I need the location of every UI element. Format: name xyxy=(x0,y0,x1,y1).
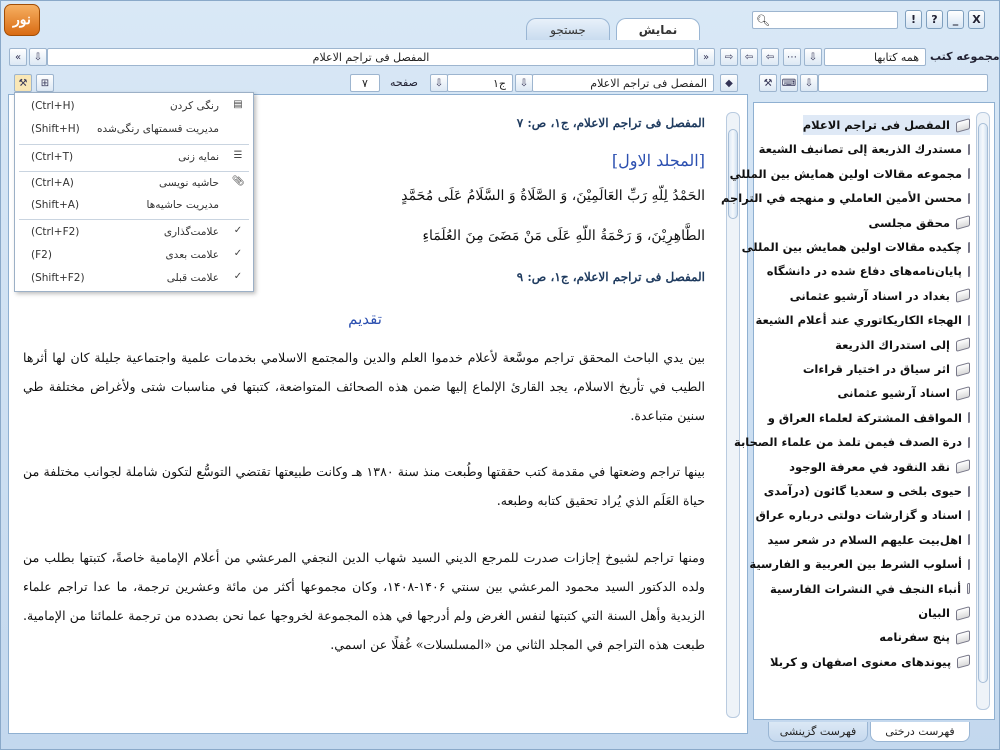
book-list-scrollbar[interactable] xyxy=(976,112,990,710)
annotate-icon: 📎︎ xyxy=(231,176,245,187)
book-dropdown-button[interactable]: ⇩ xyxy=(515,74,533,92)
book-list-item[interactable] xyxy=(879,627,970,647)
book-list-item[interactable] xyxy=(918,603,970,623)
highlight-icon: ▤ xyxy=(233,99,243,110)
book-icon xyxy=(968,241,970,253)
menu-label: علامت قبلی xyxy=(166,272,219,284)
back-button[interactable]: ⇦ xyxy=(761,48,779,66)
book-title: محقق مجلسی xyxy=(868,215,950,230)
book-title: پایان‌نامه‌های دفاع شده در دانشگاه xyxy=(766,264,962,279)
book-icon xyxy=(967,583,970,595)
book-icon xyxy=(956,630,970,645)
menu-item-manage-annotations[interactable] xyxy=(15,194,253,216)
book-list-item[interactable] xyxy=(741,237,970,257)
arabic-line: الطَّاهِرِیْنَ، وَ رَحْمَةُ اللّهِ عَلَی مَنْ مَضَیَ مِنَ العُلَمَاءِ xyxy=(422,228,705,244)
app-logo[interactable]: نور xyxy=(4,4,40,36)
book-title: اثر سیاق در اختیار قراءات xyxy=(802,362,950,376)
menu-separator xyxy=(19,144,249,145)
collections-label: مجموعه کتب xyxy=(930,50,1000,63)
book-list-item[interactable] xyxy=(790,286,970,306)
tag-icon[interactable]: ◆ xyxy=(720,74,738,92)
book-title: بغداد در اسناد آرشیو عثمانی xyxy=(789,288,950,303)
book-icon xyxy=(968,314,970,326)
book-title: المواقف المشتركة لعلماء العراق و xyxy=(767,410,962,425)
book-list-item[interactable] xyxy=(770,579,970,599)
arabic-line: الحَمْدُ لِلّهِ رَبِّ العَالَمِیْنَ، وَ الصَّلَاةُ وَ السَّلَامُ عَلَی مُحَمَّدٍ xyxy=(401,188,705,204)
tools-icon[interactable]: ⚒ xyxy=(14,74,32,92)
menu-label: مدیریت حاشیه‌ها xyxy=(146,199,219,211)
index-icon: ☰ xyxy=(233,150,243,161)
shortcut: (Ctrl+H) xyxy=(31,100,75,112)
book-title: الهجاء الكاريكاتوري عند أعلام الشيعة xyxy=(755,313,962,328)
book-list-item[interactable] xyxy=(755,310,970,330)
menu-label: مدیریت قسمتهای رنگی‌شده xyxy=(97,123,219,135)
scroll-thumb[interactable] xyxy=(978,123,988,683)
page-header: المفصل فی تراجم الاعلام، ج۱، ص: ۷ xyxy=(516,116,705,130)
book-icon xyxy=(956,459,970,474)
filter-dropdown-button[interactable]: ⇩ xyxy=(800,74,818,92)
page-number-field[interactable]: ۷ xyxy=(350,74,380,92)
book-list-item[interactable] xyxy=(803,115,970,135)
keyboard-icon[interactable]: ⌨ xyxy=(780,74,798,92)
book-icon xyxy=(956,118,970,133)
book-icon xyxy=(968,558,970,570)
paragraph: بينها تراجم وضعتها في مقدمة كتب حققتها وطُبعت منذ سنة ۱۳۸۰ هـ وكانت طبيعتها تقتضي التوسُّع لتكون شاملة لجوانب مختلفة من حياة العَلَم الذي يُراد تحقيق كتابه وطبعه. xyxy=(23,464,705,508)
book-title: نقد النقود في معرفة الوجود xyxy=(789,459,950,474)
book-title: أسلوب الشرط بين العربية و الفارسية xyxy=(749,557,962,572)
book-icon xyxy=(957,655,970,669)
minimize-button[interactable]: _ xyxy=(947,10,964,29)
book-icon xyxy=(956,606,970,621)
book-list-item[interactable] xyxy=(758,139,970,159)
book-list-item[interactable] xyxy=(720,188,970,208)
book-list-item[interactable] xyxy=(838,383,970,403)
menu-item-annotate[interactable] xyxy=(15,172,253,194)
title-field[interactable]: المفصل فی تراجم الاعلام xyxy=(47,48,695,66)
book-list-item[interactable] xyxy=(766,261,970,281)
book-title: البيان xyxy=(918,606,950,620)
back-arrow-button[interactable]: ⇦ xyxy=(740,48,758,66)
book-icon xyxy=(956,386,970,401)
more-button[interactable]: ⋯ xyxy=(783,48,801,66)
shortcut: (Shift+H) xyxy=(31,123,80,135)
book-icon xyxy=(956,288,970,303)
page-header: المفصل فی تراجم الاعلام، ج۱، ص: ۹ xyxy=(516,270,705,284)
paragraph: بين يدي الباحث المحقق تراجم موسَّعة لأعلام خدموا العلم والدين والمجتمع الاسلامي بخدمات علمية واجتماعية جليلة كان لها أثرها الطيب في تأريخ الاسلام، يجد القارئ الإلماع إليها ضمن هذه الصحائف المتواضعة، كتبتها في مناسبات شتى ولأغراض مختلفة طي سنين متباعدة. xyxy=(23,350,705,423)
bookmark-icon: ✓ xyxy=(233,225,243,236)
menu-label: نمایه زنی xyxy=(178,151,219,163)
book-filter-input[interactable] xyxy=(818,74,988,92)
book-icon xyxy=(968,168,970,180)
close-button[interactable]: X xyxy=(968,10,985,29)
prev-bookmark-icon: ✓ xyxy=(233,271,243,282)
menu-label: علامت بعدی xyxy=(165,249,219,261)
book-title: محسن الأمين العاملي و منهجه في التراجم xyxy=(720,191,962,206)
menu-item-manage-highlights[interactable] xyxy=(15,118,253,140)
volume-title: [المجلد الاول] xyxy=(611,151,705,170)
book-icon xyxy=(956,337,970,352)
book-title: پنج سفرنامه xyxy=(879,630,950,645)
about-button[interactable]: ? xyxy=(926,10,943,29)
book-field[interactable]: المفصل فی تراجم الاعلام xyxy=(532,74,714,92)
book-list-item[interactable] xyxy=(729,164,970,184)
menu-item-index[interactable] xyxy=(15,146,253,168)
menu-item-highlight[interactable] xyxy=(15,95,253,117)
shortcut: (Shift+F2) xyxy=(31,272,85,284)
menu-item-next-bookmark[interactable] xyxy=(15,244,253,266)
book-icon xyxy=(968,412,970,424)
shortcut: (Ctrl+A) xyxy=(31,177,74,189)
expand-right-button[interactable]: » xyxy=(697,48,715,66)
book-icon xyxy=(956,215,970,230)
search-icon: 🔍︎ xyxy=(756,13,770,27)
paragraph: ومنها تراجم لشيوخ إجازات صدرت للمرجع الديني السيد شهاب الدين النجفي المرعشي من أعلام الإمامية خاصةً، كتبتها بطلب من ولده الدكتور السيد محمود المرعشي بين سنتي ۱۴۰۶-۱۴۰۸، وكان مجموعها أكثر من مائة وعشرين ترجمة، ما عدا تراجم علماء الزيدية وأهل السنة التي كتبتها لنفس الغرض ولم أدرجها في هذه المجموعة لخروجها عما نحن بصدده من ترجمة علمائنا من الإمامية. طبعت هذه التراجم في المجلد الثاني من «المسلسلات» غُفلًا عن اسمي. xyxy=(23,550,705,652)
book-list-item[interactable] xyxy=(763,481,970,501)
expand-left-button[interactable]: « xyxy=(9,48,27,66)
menu-label: حاشیه نویسی xyxy=(158,177,219,189)
book-title: مستدرك الذريعة إلى تصانيف الشيعة xyxy=(758,142,962,157)
tab-tree-index[interactable]: فهرست درختی xyxy=(870,722,970,742)
menu-label: رنگی کردن xyxy=(169,100,219,112)
book-title: مجموعه مقالات اولين همايش بين المللي xyxy=(729,166,962,181)
book-icon xyxy=(968,510,970,522)
grid-view-icon[interactable]: ⊞ xyxy=(36,74,54,92)
book-title: المفصل فی تراجم الاعلام xyxy=(802,118,950,132)
book-list-item[interactable] xyxy=(767,530,970,550)
collections-dropdown-button[interactable]: ⇩ xyxy=(804,48,822,66)
book-icon xyxy=(968,534,970,546)
book-title: درة الصدف فیمن تلمذ من علماء الصحابة xyxy=(734,435,962,450)
book-list-item[interactable] xyxy=(835,335,970,355)
tab-search[interactable]: جستجو xyxy=(526,18,610,40)
menu-item-prev-bookmark[interactable] xyxy=(15,267,253,289)
forward-arrow-button[interactable]: ⇨ xyxy=(720,48,738,66)
tools-icon[interactable]: ⚒ xyxy=(759,74,777,92)
shortcut: (F2) xyxy=(31,249,52,261)
book-title: اسناد آرشیو عثمانی xyxy=(837,386,950,401)
book-title: إلى استدراك الذريعة xyxy=(835,337,950,352)
menu-item-bookmark[interactable] xyxy=(15,221,253,243)
book-icon xyxy=(968,485,970,497)
book-icon xyxy=(956,362,970,377)
book-title: چکیده مقالات اولین همایش بین المللی xyxy=(741,240,962,254)
menu-separator xyxy=(19,219,249,220)
shortcut: (Shift+A) xyxy=(31,199,80,211)
book-icon xyxy=(968,436,970,448)
tab-display[interactable]: نمایش xyxy=(616,18,700,40)
context-menu xyxy=(14,92,254,292)
menu-label: علامت‌گذاری xyxy=(163,226,219,238)
book-list-item[interactable] xyxy=(755,505,970,525)
collections-select[interactable]: همه کتابها xyxy=(824,48,926,66)
page-label: صفحه xyxy=(390,76,418,89)
tab-selective-index[interactable]: فهرست گزینشی xyxy=(768,722,868,742)
book-list-item[interactable] xyxy=(770,652,970,672)
book-icon xyxy=(968,192,970,204)
book-title: اهل‌بیت علیهم السلام در شعر سید xyxy=(767,532,962,547)
next-bookmark-icon: ✓ xyxy=(233,248,243,259)
volume-field[interactable]: ج۱ xyxy=(447,74,513,92)
book-icon xyxy=(968,144,970,156)
book-list-item[interactable] xyxy=(734,432,970,452)
book-title: أنباء النجف في النشرات الفارسية xyxy=(770,581,962,596)
book-list-item[interactable] xyxy=(789,457,970,477)
book-list-item[interactable] xyxy=(803,359,970,379)
volume-dropdown-button[interactable]: ⇩ xyxy=(430,74,448,92)
book-list-item[interactable] xyxy=(767,408,970,428)
book-icon xyxy=(968,266,970,278)
book-title: حیوی بلخی و سعدیا گائون (درآمدی xyxy=(763,484,962,498)
book-title: پیوندهای معنوی اصفهان و کربلا xyxy=(770,654,952,669)
dropdown-left-button[interactable]: ⇩ xyxy=(29,48,47,66)
global-search-input[interactable] xyxy=(752,11,898,29)
shortcut: (Ctrl+F2) xyxy=(31,226,80,238)
help-button[interactable]: ! xyxy=(905,10,922,29)
shortcut: (Ctrl+T) xyxy=(31,151,74,163)
book-title: اسناد و گزارشات دولتی درباره عراق xyxy=(755,508,962,523)
book-list-item[interactable] xyxy=(869,213,971,233)
book-list-item[interactable] xyxy=(749,554,970,574)
section-title: تقديم xyxy=(348,310,382,328)
